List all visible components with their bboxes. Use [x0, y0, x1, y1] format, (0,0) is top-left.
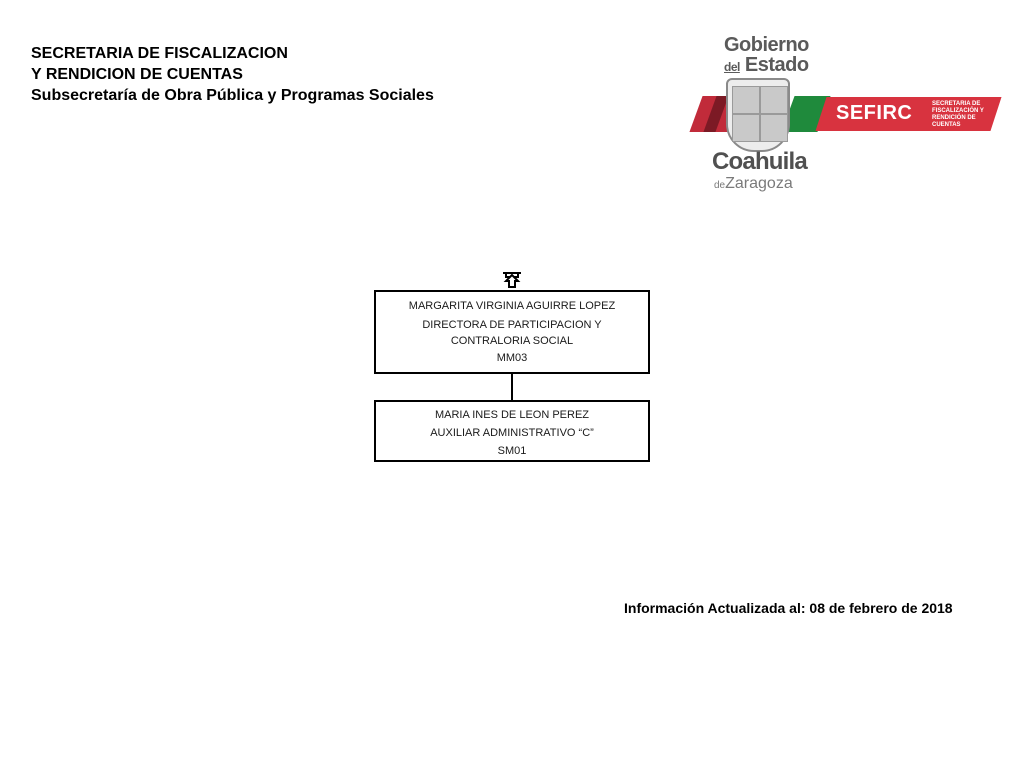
director-name: MARGARITA VIRGINIA AGUIRRE LOPEZ [408, 300, 616, 312]
auxiliar-code: SM01 [497, 445, 527, 457]
updated-date-note: Información Actualizada al: 08 de febrero de 2018 [624, 600, 953, 616]
org-node-auxiliar [374, 400, 650, 462]
header-line-1: SECRETARIA DE FISCALIZACION [31, 45, 288, 62]
auxiliar-name: MARIA INES DE LEON PEREZ [434, 409, 590, 421]
director-code: MM03 [496, 352, 528, 364]
page-header [31, 43, 434, 106]
logo-coahuila-text: Coahuila [712, 148, 807, 175]
logo-zaragoza-text: deZaragoza [714, 175, 793, 192]
gobierno-coahuila-sefirc-logo [696, 32, 1008, 198]
sefirc-label: SEFIRC [836, 102, 913, 124]
director-title: DIRECTORA DE PARTICIPACION Y CONTRALORIA SOCIAL [422, 319, 602, 347]
org-node-director [374, 290, 650, 374]
coat-of-arms-icon [726, 78, 790, 152]
header-line-2: Y RENDICION DE CUENTAS [31, 66, 243, 83]
org-connector-line [511, 374, 513, 400]
logo-del-estado-text: del Estado [724, 54, 809, 76]
up-arrow-icon[interactable] [502, 271, 522, 289]
logo-gobierno-text: Gobierno [724, 34, 809, 56]
sefirc-subtitle: SECRETARIA DE FISCALIZACIÓN Y RENDICIÓN DE CUENTAS [932, 101, 984, 128]
header-subtitle: Subsecretaría de Obra Pública y Programas Sociales [31, 87, 434, 104]
auxiliar-title: AUXILIAR ADMINISTRATIVO “C” [430, 427, 594, 439]
